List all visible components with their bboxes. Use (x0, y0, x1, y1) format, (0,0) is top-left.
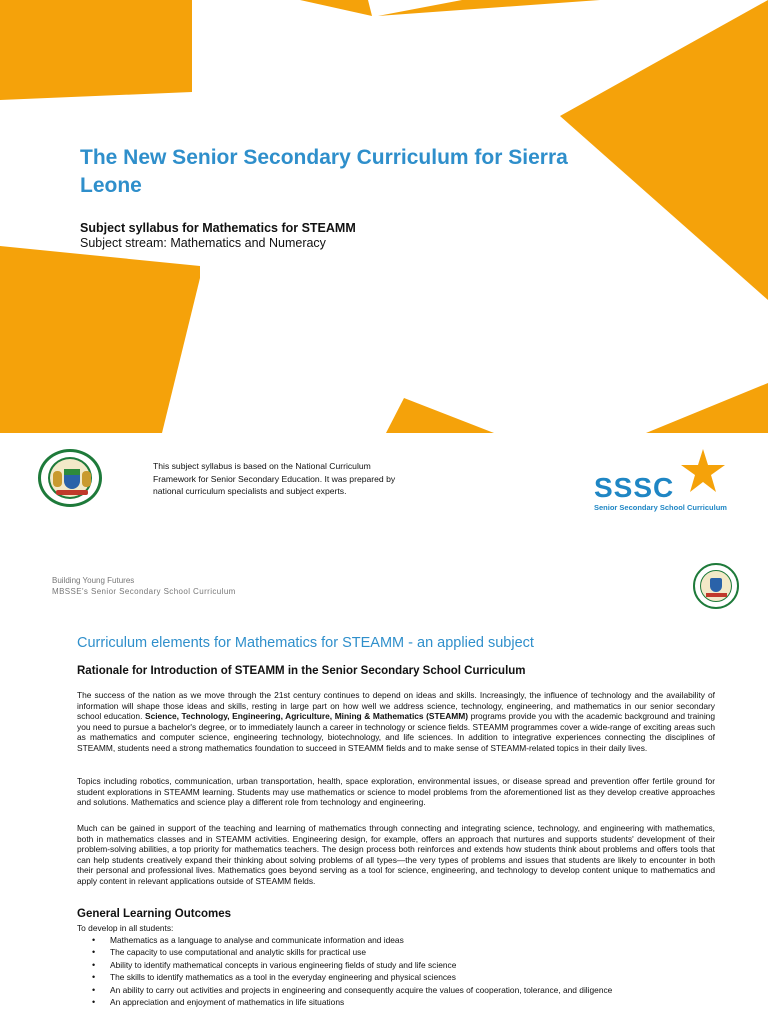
cover-notice: This subject syllabus is based on the National Curriculum Framework for Senior Secondary Education. It was prepared by national curriculum specialists and subject experts. (153, 461, 396, 496)
rationale-heading: Rationale for Introduction of STEAMM in the Senior Secondary School Curriculum (77, 665, 526, 677)
rationale-paragraph-1: The success of the nation as we move through the 21st century continues to depend on ideas and skills. Increasingly, the influence of technology and the availability of information will shape those ideas and skills, resting in large part on how well we address science, technology, engineering, and mathematics in our senior secondary school education. Science, Technology, Engineering, Agriculture, Mining & Mathematics (STEAMM) programs provide you with the academic background and training you need to pursue a bachelor's degree, or to immediately launch a career in technology or science fields. STEAMM programmes cover a wide-range of exciting areas such as mathematics and computer science, engineering technology, biotechnology, and life sciences. In addition to integrative experiences connecting the disciplines of STEAMM, students need a strong mathematics foundation to succeed in STEAMM fields and to make sense of STEAMM-related topics in their daily lives. (77, 690, 715, 753)
list-item: • An ability to carry out activities and projects in engineering and consequently acquire the values of cooperation, tolerance, and diligence (92, 984, 712, 996)
syllabus-page (0, 545, 768, 1024)
cover-shape-bottom-right (646, 383, 768, 433)
coat-of-arms-icon (38, 449, 102, 507)
star-icon (680, 448, 726, 494)
cover-shape-top-center (300, 0, 372, 16)
cover-shape-bottom-center (386, 398, 494, 433)
cover-shape-top-left (0, 0, 192, 100)
outcomes-heading: General Learning Outcomes (77, 908, 232, 920)
list-item: • Ability to identify mathematical concepts in various engineering fields of study and life science (92, 959, 712, 971)
coat-of-arms-small-icon (693, 563, 739, 609)
sssc-logo-subtext: Senior Secondary School Curriculum (594, 503, 727, 512)
cover-title: The New Senior Secondary Curriculum for Sierra Leone (80, 146, 568, 197)
sssc-logo (594, 448, 734, 518)
rationale-paragraph-3: Much can be gained in support of the teaching and learning of mathematics through connecting and integrating science, technology, and engineering with mathematics, both in mathematics classes and in STEAMM activities. Engineering design, for example, offers an approach that nurtures and supports students' development of their problem-solving abilities, a top priority for mathematics teachers. The design process both reinforces and extends how students think about problems and offers tools that can help students creatively expand their thinking about solving problems of all types—the very types of problems and issues that students are likely to encounter in both their personal and professional lives. Mathematics goes beyond serving as a tool for science, engineering, and technology to develop content unique to mathematics and apply content in relevant applications outside of STEAMM fields. (77, 823, 715, 886)
list-item: • The skills to identify mathematics as a tool in the everyday engineering and physical sciences (92, 971, 712, 983)
rationale-paragraph-2: Topics including robotics, communication, urban transportation, health, space exploration, environmental issues, or disease spread and prevention offer fertile ground for student explorations in STEAMM learning. Students may use mathematics or science to model problems from the aforementioned list as they develop creative approaches and solutions. Mathematics and science play a different role from technology and engineering. (77, 776, 715, 807)
cover-subtitle: Subject syllabus for Mathematics for STEAMM (80, 221, 356, 235)
page-header-motto: Building Young Futures (52, 576, 135, 585)
list-item: • The capacity to use computational and analytic skills for practical use (92, 946, 712, 958)
sssc-logo-text: SSSC (594, 472, 675, 503)
page-header-ministry: MBSSE's Senior Secondary School Curriculum (52, 587, 236, 596)
outcomes-intro: To develop in all students: (77, 923, 174, 933)
list-item: • An appreciation and enjoyment of mathematics in life situations (92, 996, 712, 1008)
outcomes-list (92, 934, 712, 1008)
cover-shape-left (0, 246, 200, 433)
list-item: • Mathematics as a language to analyse and communicate information and ideas (92, 934, 712, 946)
cover-subject-stream: Subject stream: Mathematics and Numeracy (80, 236, 326, 250)
steamm-definition: Science, Technology, Engineering, Agriculture, Mining & Mathematics (STEAMM) (144, 711, 469, 721)
page-separator (0, 523, 768, 545)
section-heading: Curriculum elements for Mathematics for STEAMM - an applied subject (77, 635, 534, 651)
cover-shape-top-right (378, 0, 600, 16)
